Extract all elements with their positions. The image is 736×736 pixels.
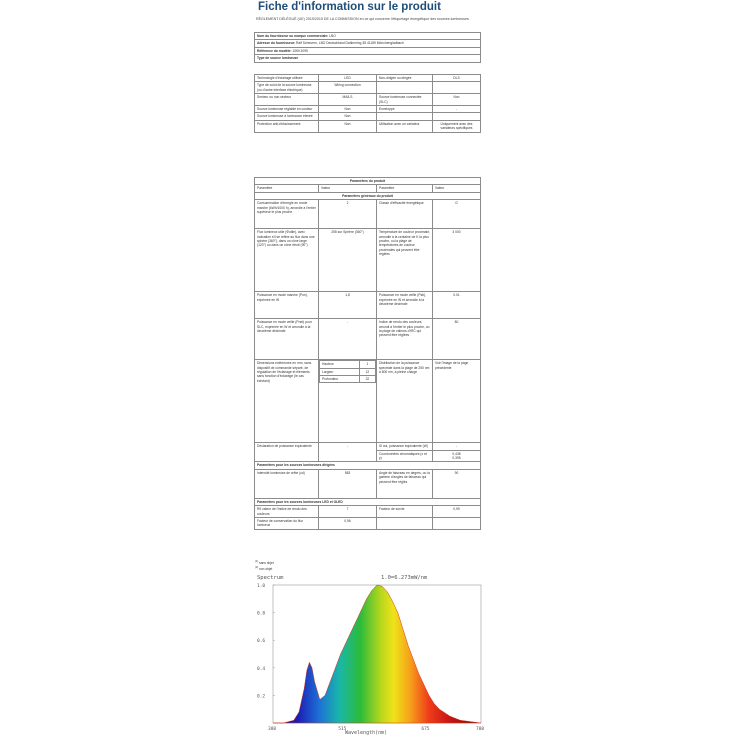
type-label: Source lumineuse réglable en couleur bbox=[255, 106, 319, 113]
light-source-type-heading: Type de source lumineuse bbox=[255, 55, 481, 62]
general-value-2: G bbox=[433, 200, 481, 229]
dimensions-subtable bbox=[319, 360, 376, 383]
y-tick-label: 1.0 bbox=[257, 584, 266, 589]
led-value-2: 0,99 bbox=[433, 506, 481, 518]
led-row bbox=[255, 506, 481, 518]
dimension-name: Hauteur bbox=[320, 361, 360, 368]
general-value: 1,8 bbox=[319, 292, 377, 319]
dimension-row bbox=[320, 376, 376, 383]
dimension-value: 22 bbox=[359, 376, 375, 383]
type-label-2 bbox=[377, 113, 433, 120]
dimension-value: 1 bbox=[359, 361, 375, 368]
chromaticity-label: Coordonnées chromatiques (x et y) bbox=[377, 450, 433, 462]
legend-note-2: $^{(2)}$ non objet bbox=[255, 566, 273, 572]
dimension-name: Profondeur bbox=[320, 376, 360, 383]
dimension-name: Largeur bbox=[320, 368, 360, 375]
type-label: Secteur ou non secteur bbox=[255, 94, 319, 106]
beam-angle-label: Angle de faisceau en degrés, ou la gamme d'angles de faisceau qui peuvent être réglés bbox=[377, 469, 433, 498]
dimension-row bbox=[320, 368, 376, 375]
type-value: MAILS bbox=[319, 94, 377, 106]
type-value: Non bbox=[319, 106, 377, 113]
general-row bbox=[255, 319, 481, 360]
type-value-2: Uniquement avec des variateurs spécifiques bbox=[433, 120, 481, 132]
general-value-2: 0.01 bbox=[433, 292, 481, 319]
general-value-2: 80 bbox=[433, 319, 481, 360]
type-value-2 bbox=[433, 82, 481, 94]
general-value: - bbox=[319, 319, 377, 360]
x-tick-label: 675 bbox=[421, 727, 430, 732]
dimensions-label: Dimensions extérieures en mm, sans dispositif de commande séparé, de régulation de l'éclairage et éléments sans fonction d'éclairage (le cas échéant) bbox=[255, 360, 319, 443]
type-label: Type de culot de la source lumineuse (ou d'autre interface électrique) bbox=[255, 82, 319, 94]
type-value: Non bbox=[319, 113, 377, 120]
y-tick-label: 0.8 bbox=[257, 611, 266, 617]
x-tick-label: 780 bbox=[476, 727, 485, 732]
general-label: Puissance en mode veille (Pnet) pour SLC, exprimée en W et arrondie à la deuxième décimale bbox=[255, 319, 319, 360]
supplier-address-row: Adresse du fournisseur: Ralf Scheuern, LBO Deutschland Dahlenring 38 41189 Mönchengladbach bbox=[255, 40, 481, 47]
y-axis-label: Spectrum bbox=[257, 575, 284, 581]
type-value: LED bbox=[319, 75, 377, 82]
chart-title: 1.0=6.273mW/nm bbox=[381, 575, 428, 581]
type-label-2: Enveloppe bbox=[377, 106, 433, 113]
general-label-2: Indice de rendu des couleurs, arrondi à l'entier le plus proche, ou la plage de valeurs d'IRC qui peuvent être réglées bbox=[377, 319, 433, 360]
general-value: 2 bbox=[319, 200, 377, 229]
led-label-2 bbox=[377, 518, 433, 530]
beam-angle-value: 90 bbox=[433, 469, 481, 498]
type-label: Source lumineuse à luminance élevée bbox=[255, 113, 319, 120]
supplier-name-row: Nom du fournisseur ou marque commerciale: LBO bbox=[255, 33, 481, 40]
led-label: Facteur de conservation du flux lumineux bbox=[255, 518, 319, 530]
general-label-2: Puissance en mode veille (Psb), exprimée en W et arrondie à la deuxième décimale bbox=[377, 292, 433, 319]
model-reference-row: Référence du modèle: 10KK1095 bbox=[255, 47, 481, 54]
type-label-2: Source lumineuse connectée (SLC) bbox=[377, 94, 433, 106]
general-label: Puissance en mode marche (Pon), exprimée en W bbox=[255, 292, 319, 319]
type-value: Wiring connection bbox=[319, 82, 377, 94]
col-param-2: Paramètre bbox=[377, 185, 433, 192]
led-value: 0,96 bbox=[319, 518, 377, 530]
type-value-2: - bbox=[433, 106, 481, 113]
y-tick-label: 0.6 bbox=[257, 639, 266, 645]
type-label-2 bbox=[377, 82, 433, 94]
x-axis-label: Wavelength(nm) bbox=[345, 730, 388, 736]
general-params-title: Paramètres généraux du produit bbox=[255, 192, 481, 199]
spectrum-chart bbox=[253, 571, 486, 736]
general-label-2: Classe d'efficacité énergétique bbox=[377, 200, 433, 229]
peak-intensity-value: 583 bbox=[319, 469, 377, 498]
type-label: Technologie d'éclairage utilisée bbox=[255, 75, 319, 82]
led-label-2: Facteur de survie bbox=[377, 506, 433, 518]
page-title: Fiche d'information sur le produit bbox=[258, 1, 441, 13]
general-value-2: 3 000 bbox=[433, 229, 481, 292]
type-label-2: Utilisation avec un variateur bbox=[377, 120, 433, 132]
led-value: 7 bbox=[319, 506, 377, 518]
equivalent-power-label: Déclaration de puissance équivalente bbox=[255, 443, 319, 462]
chromaticity-value: 0,438 0,395 bbox=[433, 450, 481, 462]
y-tick-label: 0.4 bbox=[257, 666, 266, 672]
col-value-2: Valeur bbox=[433, 185, 481, 192]
directional-title: Paramètres pour les sources lumineuses dirigées bbox=[255, 462, 481, 469]
spectral-distribution-value: Voir l'image de la page précédente bbox=[433, 360, 481, 443]
type-value-2 bbox=[433, 113, 481, 120]
general-row bbox=[255, 200, 481, 229]
type-row bbox=[255, 106, 481, 113]
regulation-subtitle: RÈGLEMENT DÉLÉGUÉ (UE) 2019/2015 DE LA COMMISSION en ce qui concerne l'étiquetage énergétique des sources lumineuses bbox=[256, 17, 469, 21]
type-row bbox=[255, 120, 481, 132]
led-row bbox=[255, 518, 481, 530]
product-parameters-table bbox=[254, 177, 481, 530]
dimension-value: 12 bbox=[359, 368, 375, 375]
type-row bbox=[255, 94, 481, 106]
dimension-row bbox=[320, 361, 376, 368]
general-row bbox=[255, 229, 481, 292]
type-row bbox=[255, 75, 481, 82]
general-row bbox=[255, 292, 481, 319]
led-value-2 bbox=[433, 518, 481, 530]
general-label-2: Température de couleur proximale, arrondie à la centaine de K la plus proche, ou la plage de températures de couleur proximales qui peuvent être réglées bbox=[377, 229, 433, 292]
general-value: 255 sur Sphère (360°) bbox=[319, 229, 377, 292]
equivalent-power-value: - bbox=[319, 443, 377, 462]
dimensions-values bbox=[319, 360, 377, 443]
led-params-title: Paramètres pour les sources lumineuses LED et OLED bbox=[255, 498, 481, 505]
type-value-2: Non bbox=[433, 94, 481, 106]
spectrum-area bbox=[273, 585, 481, 723]
x-tick-label: 380 bbox=[268, 727, 277, 732]
type-value-2: DLS bbox=[433, 75, 481, 82]
type-value: Non bbox=[319, 120, 377, 132]
led-label: R9 valeur de l'indice de rendu des couleurs bbox=[255, 506, 319, 518]
col-param-1: Paramètre bbox=[255, 185, 319, 192]
type-row bbox=[255, 82, 481, 94]
equivalent-watt-value: - bbox=[433, 443, 481, 450]
params-section-title: Paramètres du produit bbox=[255, 178, 481, 185]
col-value-1: Valeur bbox=[319, 185, 377, 192]
peak-intensity-label: Intensité lumineuse de crête (cd) bbox=[255, 469, 319, 498]
type-label-2: Non-dirigée ou dirigée bbox=[377, 75, 433, 82]
general-label: Consommation d'énergie en mode marche (kWh/1000 h), arrondie à l'entier supérieur le plus proche bbox=[255, 200, 319, 229]
legend-note-1: $^{(1)}$ sans objet bbox=[255, 560, 274, 566]
general-label: Flux lumineux utile (Φutile), avec indication s'il se réfère au flux dans une sphère (360°), dans un cône large (120°) ou dans un cône étroit (90°) bbox=[255, 229, 319, 292]
type-row bbox=[255, 113, 481, 120]
y-tick-label: 0.2 bbox=[257, 694, 266, 700]
x-tick-label: 515 bbox=[338, 727, 347, 732]
type-table bbox=[254, 74, 481, 133]
spectral-distribution-label: Distribution de la puissance spectrale dans la plage de 250 nm à 800 nm, à pleine charge bbox=[377, 360, 433, 443]
equivalent-watt-label: Si oui, puissance équivalente (W) bbox=[377, 443, 433, 450]
supplier-table bbox=[254, 32, 481, 63]
type-label: Protection anti-éblouissement bbox=[255, 120, 319, 132]
